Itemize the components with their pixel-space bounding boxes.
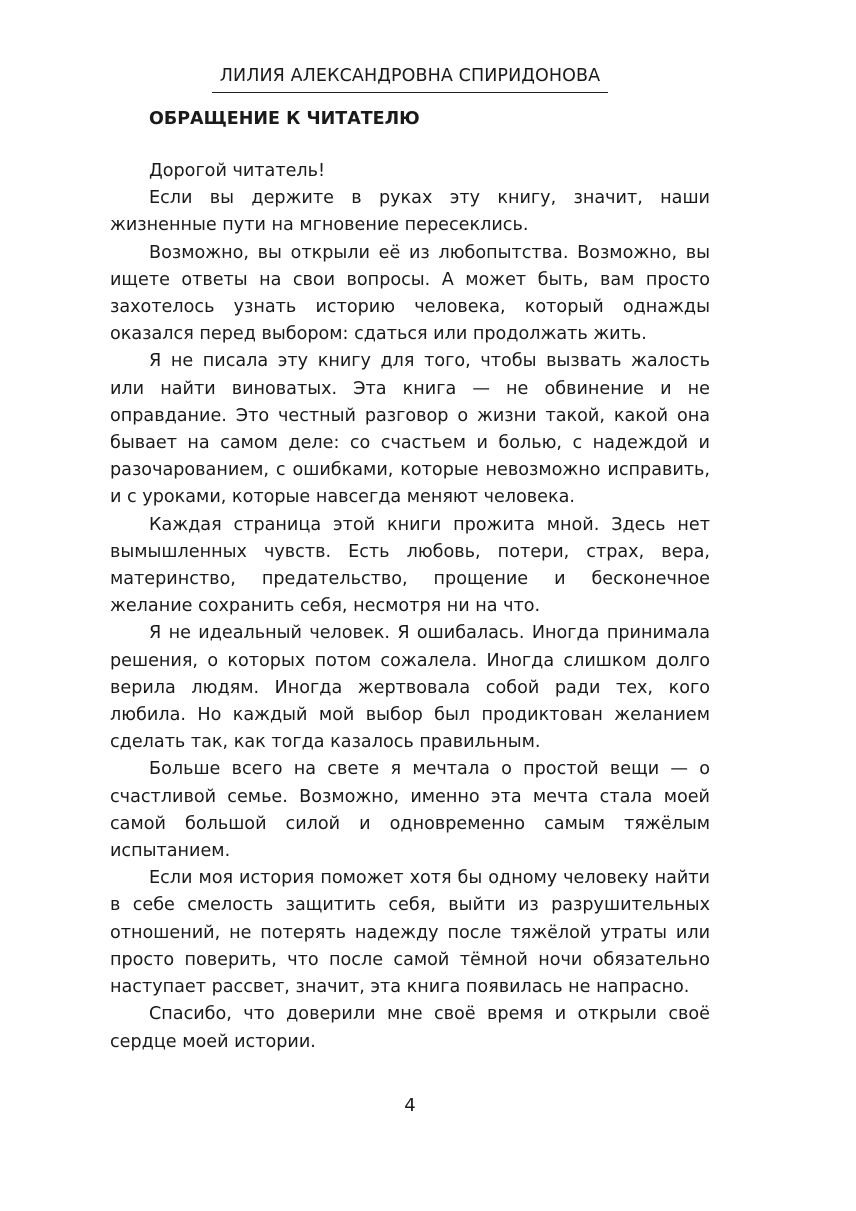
paragraph: Больше всего на свете я мечтала о простой вещи — о счастливой семье. Возможно, именно эта мечта стала моей самой большой силой и одновременно самым тяжёлым испытанием. <box>110 759 710 862</box>
page-number: 4 <box>404 1095 416 1116</box>
paragraph: Если моя история поможет хотя бы одному человеку найти в себе смелость защитить себя, выйти из разрушительных отношений, не потерять надежду после тяжёлой утраты или просто поверить, что после самой тёмной ночи обязательно наступает рассвет, значит, эта книга появилась не напрасно. <box>110 868 710 998</box>
paragraph: Я не писала эту книгу для того, чтобы вызвать жалость или найти виноватых. Эта книга — не обвинение и не оправдание. Это честный разговор о жизни такой, какой она бывает на самом деле: со счастьем и болью, с надеждой и разочарованием, с ошибками, которые невозможно исправить, и с уроками, которые навсегда меняют человека. <box>110 351 710 508</box>
running-header: ЛИЛИЯ АЛЕКСАНДРОВНА СПИРИДОНОВА <box>212 62 608 93</box>
paragraph-greeting: Дорогой читатель! <box>149 161 326 181</box>
page-body <box>110 104 710 1056</box>
paragraph: Спасибо, что доверили мне своё время и открыли своё сердце моей истории. <box>110 1004 710 1052</box>
paragraph: Возможно, вы открыли её из любопытства. Возможно, вы ищете ответы на свои вопросы. А может быть, вам просто захотелось узнать историю человека, который однажды оказался перед выбором: сдаться или продолжать жить. <box>110 242 710 345</box>
paragraph: Я не идеальный человек. Я ошибалась. Иногда принимала решения, о которых потом сожалела. Иногда слишком долго верила людям. Иногда жертвовала собой ради тех, кого любила. Но каждый мой выбор был продиктован желанием сделать так, как тогда казалось правильным. <box>110 623 710 753</box>
paragraph: Каждая страница этой книги прожита мной. Здесь нет вымышленных чувств. Есть любовь, потери, страх, вера, материнство, предательство, прощение и бесконечное желание сохранить себя, несмотря ни на что. <box>110 514 710 617</box>
section-heading: ОБРАЩЕНИЕ К ЧИТАТЕЛЮ <box>149 109 420 129</box>
paragraph: Если вы держите в руках эту книгу, значит, наши жизненные пути на мгновение пересеклись. <box>110 188 710 236</box>
